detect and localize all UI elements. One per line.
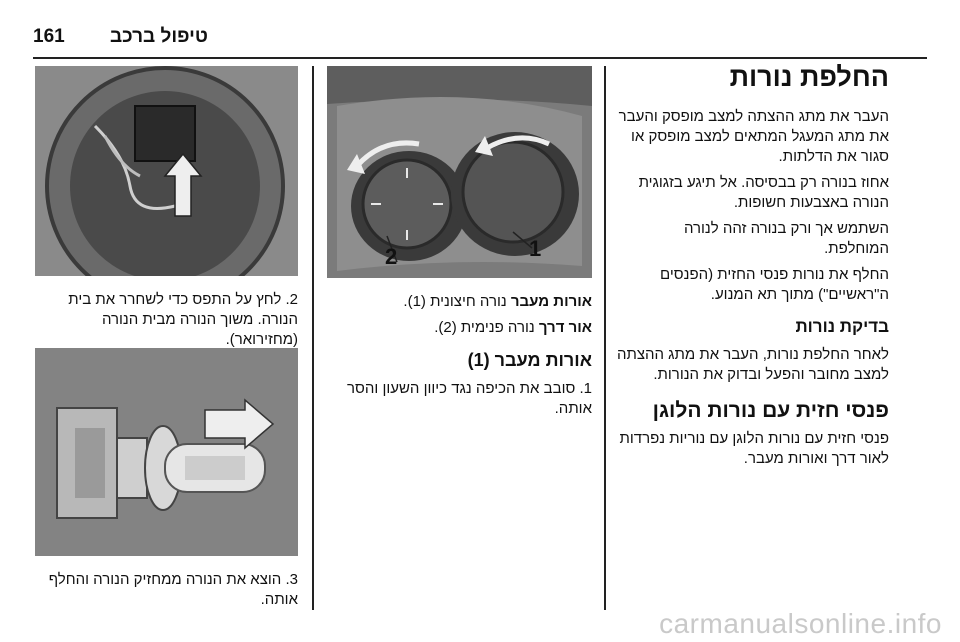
headlamp-caps-figure: [327, 66, 592, 278]
section-title: טיפול ברכב: [110, 26, 208, 47]
legend-low-beam-term: אורות מעבר: [510, 293, 592, 310]
page-number: 161: [33, 26, 65, 47]
release-clip-illustration: [35, 66, 298, 276]
paragraph-same-bulb: השתמש אך ורק בנורה זהה לנורה המוחלפת.: [683, 220, 889, 257]
headlamp-caps-illustration: [327, 66, 592, 278]
legend-high-beam-desc: נורה פנימית (2).: [434, 319, 539, 336]
middle-column-text: [327, 292, 592, 425]
paragraph-ignition: העבר את מתג ההצתה למצב מופסק והעבר את מתג המעגל המתאים למצב מופסק או סגור את הדלתות.: [618, 108, 889, 165]
right-column: [616, 62, 889, 475]
site-watermark: carmanualsonline.info: [659, 608, 942, 639]
legend-high-beam: [327, 318, 592, 338]
bulb-removal-illustration: [35, 348, 298, 556]
page-heading: החלפת נורות: [729, 62, 889, 92]
paragraph-engine-bay: החלף את נורות פנסי החזית (הפנסים ה"ראשיים") מתוך תא המנוע.: [660, 266, 889, 303]
halogen-paragraph: פנסי חזית עם נורות הלוגן עם נוריות נפרדות לאור דרך ואורות מעבר.: [619, 430, 889, 467]
step-3: 3. הוצא את הנורה ממחזיק הנורה והחלף אותה.: [48, 571, 298, 608]
step-1: 1. סובב את הכיפה נגד כיוון השעון והסר אותה.: [347, 380, 592, 417]
callout-label-1: 1: [529, 236, 542, 261]
step-2: 2. לחץ על התפס כדי לשחרר את בית הנורה. משוך הנורה מבית הנורה (מחזירואר).: [68, 291, 298, 348]
low-beam-subheading: אורות מעבר (1): [467, 350, 592, 370]
callout-label-2: 2: [385, 244, 398, 269]
column-divider-left: [312, 66, 314, 610]
paragraph-handling: אחוז בנורה רק בבסיסה. אל תיגע בזגוגית הנורה באצבעות חשופות.: [638, 174, 889, 211]
column-divider-right: [604, 66, 606, 610]
header-rule: [33, 57, 927, 59]
check-paragraph: לאחר החלפת נורות, העבר את מתג ההצתה למצב מחובר והפעל ובדוק את הנורות.: [616, 346, 889, 383]
legend-high-beam-term: אור דרך: [538, 319, 592, 336]
legend-low-beam: [327, 292, 592, 312]
legend-low-beam-desc: נורה חיצונית (1).: [403, 293, 511, 310]
release-clip-figure: [35, 66, 298, 276]
bulb-removal-figure: [35, 348, 298, 556]
halogen-heading: פנסי חזית עם נורות הלוגן: [652, 399, 889, 422]
check-heading: בדיקת נורות: [795, 317, 889, 336]
